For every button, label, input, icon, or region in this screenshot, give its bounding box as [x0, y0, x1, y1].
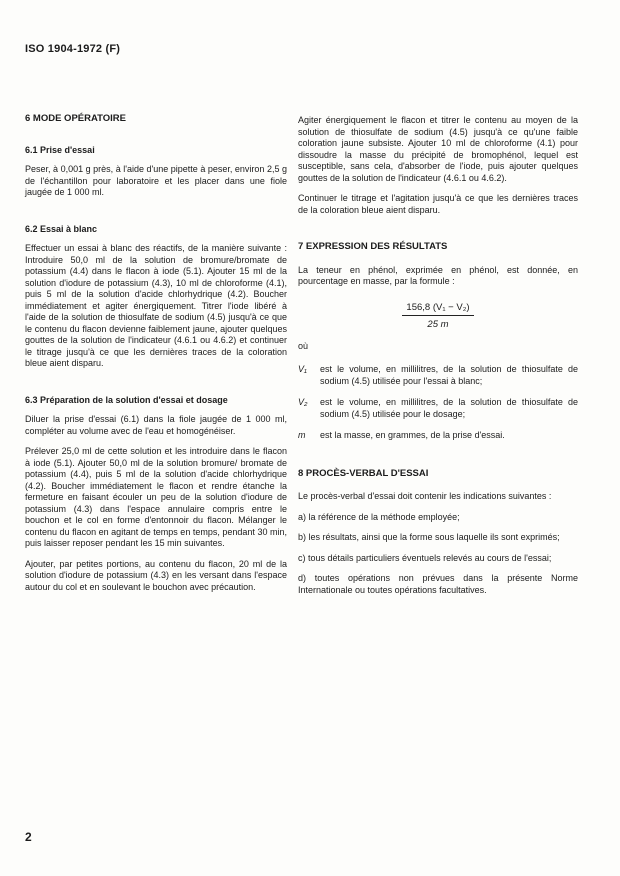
report-item: b) les résultats, ainsi que la forme sous laquelle ils sont exprimés;	[298, 532, 560, 542]
section-7-title: 7 EXPRESSION DES RÉSULTATS	[298, 241, 448, 252]
section-6-3-continued: Continuer le titrage et l'agitation jusqu'à ce que les dernières traces de la coloration bleue aient disparu.	[298, 193, 578, 215]
document-header: ISO 1904-1972 (F)	[25, 43, 121, 55]
section-8-title: 8 PROCÈS-VERBAL D'ESSAI	[298, 467, 429, 479]
formula-where: où	[298, 340, 309, 351]
page-number: 2	[25, 830, 32, 844]
report-item: c) tous détails particuliers éventuels relevés au cours de l'essai;	[298, 552, 552, 563]
formula-numerator: 156,8 (V₁ − V₂)	[402, 302, 473, 317]
section-6-3-title: 6.3 Préparation de la solution d'essai et dosage	[25, 394, 228, 405]
right-column	[298, 115, 578, 605]
section-6-3-paragraph: Prélever 25,0 ml de cette solution et les introduire dans le flacon à iode (5.1). Ajouter 50,0 ml de la solution bromure/ bromate de potassium (4.4), puis 5 ml de la solution d'acide chlorhydrique (4.2). Boucher immédiatement le flacon et rendre étanche la fermeture en faisant écouler un peu de la solution d'iodure de potassium (4.3) dans l'espace annulaire compris entre le bouchon et le col en forme d'entonnoir du flacon. Mélanger le contenu du flacon en agitant de temps en temps, pendant 30 min, puis laisser reposer pendant les 15 min suivantes.	[25, 446, 287, 548]
section-6-3-paragraph: Diluer la prise d'essai (6.1) dans la fiole jaugée de 1 000 ml, compléter au volume avec de l'eau et homogénéiser.	[25, 414, 287, 436]
report-item: d) toutes opérations non prévues dans la présente Norme Internationale ou toutes opérations facultatives.	[298, 573, 578, 595]
definition-row	[298, 364, 578, 387]
formula-denominator: 25 m	[427, 319, 449, 330]
definition-text: est la masse, en grammes, de la prise d'essai.	[320, 430, 505, 440]
left-column	[25, 113, 287, 602]
section-6-3-continued: Agiter énergiquement le flacon et titrer le contenu au moyen de la solution de thiosulfate de sodium (4.5) jusqu'à ce qu'une faible coloration jaune subsiste. Ajouter 10 ml de chloroforme (4.1) pour dissoudre la masse du précipité de bromophénol, lequel est susceptible, sans cela, d'absorber de l'iode, puis ajouter quelques gouttes de la solution de l'indicateur (4.6.1 ou 4.6.2).	[298, 115, 578, 183]
definition-symbol: m	[298, 430, 306, 440]
section-6-1-title: 6.1 Prise d'essai	[25, 144, 95, 155]
definition-row	[298, 430, 578, 442]
result-formula	[298, 302, 578, 331]
section-6-title: 6 MODE OPÉRATOIRE	[25, 113, 126, 124]
definition-text: est le volume, en millilitres, de la solution de thiosulfate de sodium (4.5) utilisée pour le dosage;	[320, 397, 578, 419]
definition-row	[298, 397, 578, 420]
report-item: a) la référence de la méthode employée;	[298, 511, 460, 522]
definition-symbol: V₂	[298, 397, 308, 407]
section-7-intro: La teneur en phénol, exprimée en phénol, est donnée, en pourcentage en masse, par la formule :	[298, 264, 578, 286]
section-6-3-paragraph: Ajouter, par petites portions, au contenu du flacon, 20 ml de la solution d'iodure de potassium (4.3) en les versant dans l'espace autour du col et en soulevant le bouchon avec précaution.	[25, 558, 287, 592]
section-6-2-title: 6.2 Essai à blanc	[25, 223, 98, 234]
definition-text: est le volume, en millilitres, de la solution de thiosulfate de sodium (4.5) utilisée pour l'essai à blanc;	[320, 364, 578, 386]
section-8-intro: Le procès-verbal d'essai doit contenir les indications suivantes :	[298, 491, 552, 501]
definition-symbol: V₁	[298, 364, 307, 374]
section-6-1-text: Peser, à 0,001 g près, à l'aide d'une pipette à peser, environ 2,5 g de l'échantillon pour laboratoire et les placer dans une fiole jaugée de 1 000 ml.	[25, 164, 287, 197]
section-6-2-text: Effectuer un essai à blanc des réactifs, de la manière suivante : Introduire 50,0 ml de la solution de bromure/bromate de potassium (4.4) dans le flacon à iode (5.1). Ajouter 15 ml de la solution d'iodure de potassium (4.3), 10 ml de chloroforme (4.1), puis 5 ml de la solution d'acide chlorhydrique (4.2). Boucher immédiatement et agiter énergiquement. Titrer l'iode libéré à l'aide de la solution de thiosulfate de sodium (4.5) jusqu'à ce que le contenu du flacon devienne faiblement jaune, ajouter quelques gouttes de la solution de l'indicateur (4.6.1 ou 4.6.2) et continuer le titrage jusqu'à ce que les dernières traces de la coloration bleue aient disparu.	[25, 243, 287, 368]
